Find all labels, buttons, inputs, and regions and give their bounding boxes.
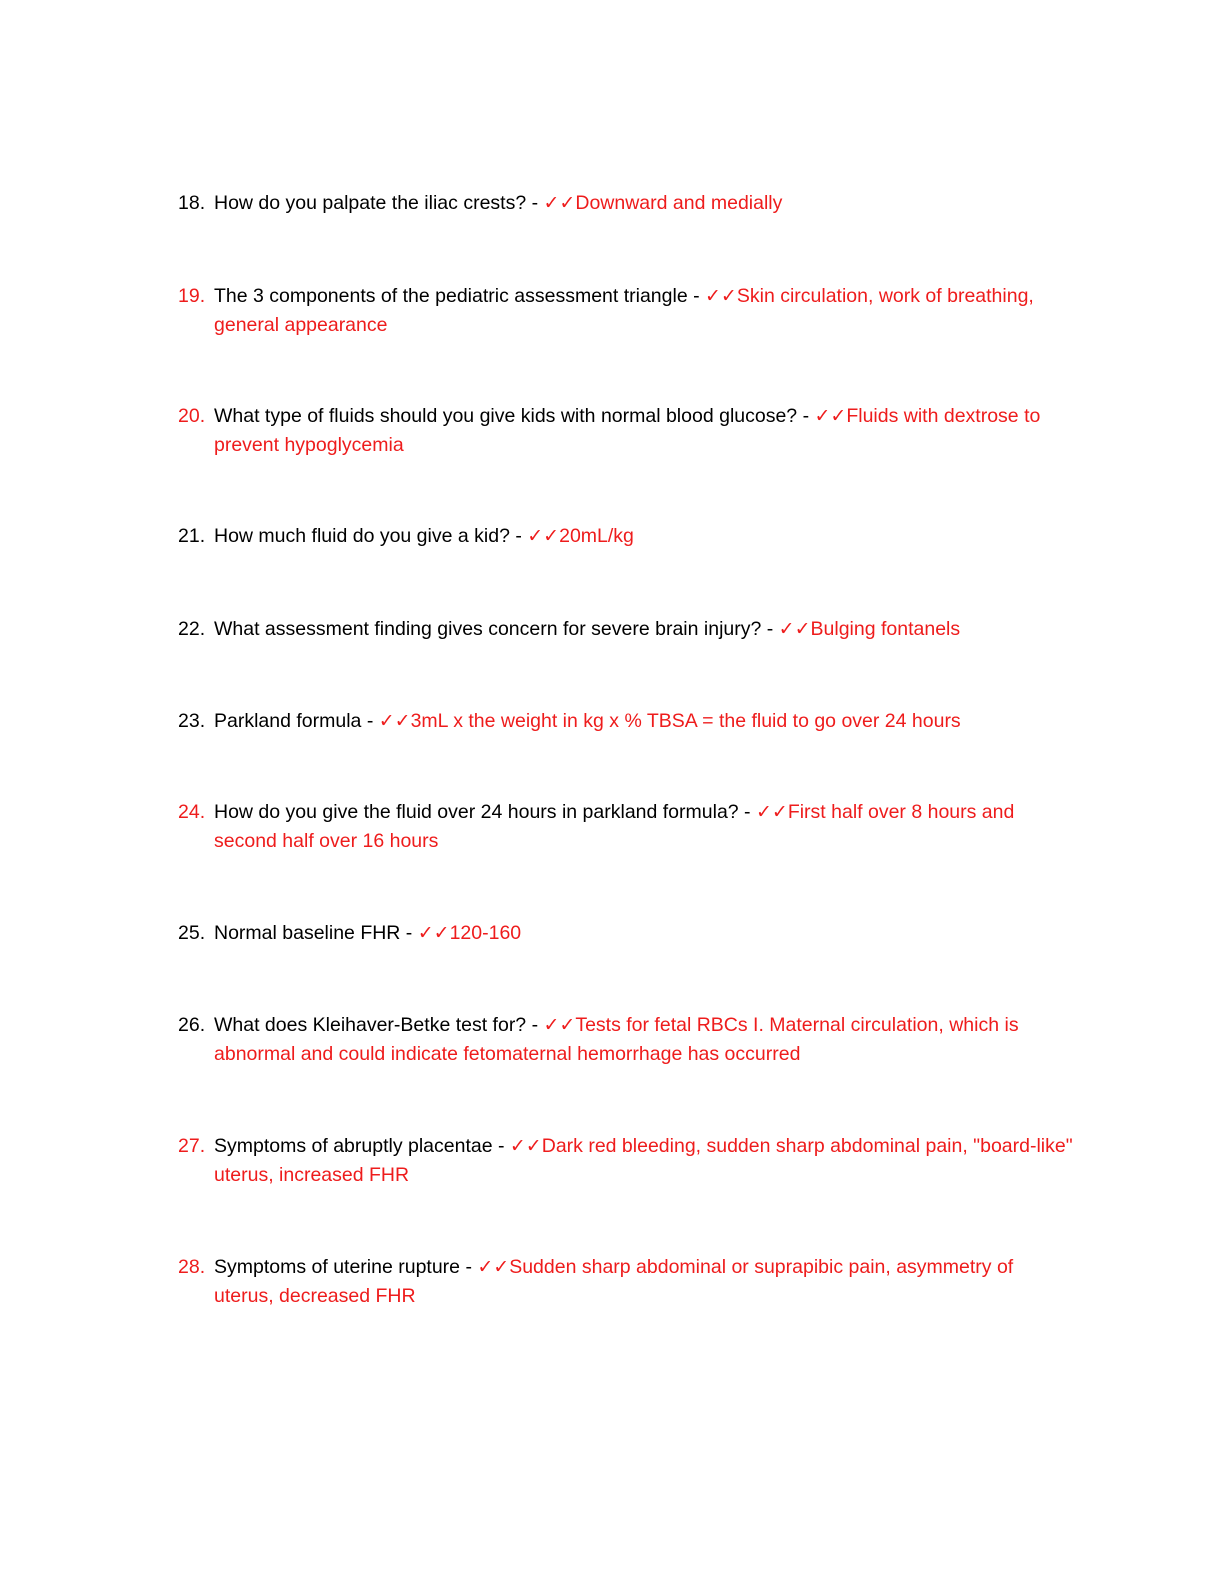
question-text: How do you give the fluid over 24 hours in parkland formula? - — [214, 801, 756, 823]
question-text: Parkland formula - — [214, 710, 379, 732]
question-text: Normal baseline FHR - — [214, 922, 418, 944]
answer-text: 120-160 — [449, 922, 522, 944]
answer-text: 20mL/kg — [559, 525, 634, 547]
answer-text: Sudden sharp abdominal or suprapibic pain, asymmetry of uterus, decreased FHR — [214, 1256, 1014, 1307]
answer-text: Downward and medially — [575, 192, 783, 214]
item-number: 20. — [178, 405, 206, 427]
qa-item-24 — [178, 798, 1078, 856]
qa-item-25 — [178, 919, 1078, 948]
qa-item-21 — [178, 522, 1078, 551]
question-text: What assessment finding gives concern for severe brain injury? - — [214, 618, 779, 640]
qa-item-22 — [178, 615, 1078, 644]
check-icon: ✓✓ — [477, 1256, 510, 1278]
answer-text: Skin circulation, work of breathing, general appearance — [214, 285, 1034, 336]
question-text: What type of fluids should you give kids with normal blood glucose? - — [214, 405, 815, 427]
answer-text: 3mL x the weight in kg x % TBSA = the fluid to go over 24 hours — [410, 710, 961, 732]
item-number: 26. — [178, 1014, 206, 1036]
answer-text: First half over 8 hours and second half over 16 hours — [214, 801, 1015, 852]
question-text: The 3 components of the pediatric assessment triangle - — [214, 285, 706, 307]
item-number: 27. — [178, 1135, 206, 1157]
qa-item-26 — [178, 1011, 1078, 1069]
item-number: 21. — [178, 525, 206, 547]
answer-text: Fluids with dextrose to prevent hypoglycemia — [214, 405, 1041, 456]
check-icon: ✓✓ — [543, 1014, 576, 1036]
answer-text: Tests for fetal RBCs I. Maternal circulation, which is abnormal and could indicate fetomaternal hemorrhage has occurred — [214, 1014, 1019, 1065]
qa-item-20 — [178, 402, 1078, 460]
check-icon: ✓✓ — [755, 801, 788, 823]
answer-text: Bulging fontanels — [810, 618, 961, 640]
check-icon: ✓✓ — [543, 192, 576, 214]
check-icon: ✓✓ — [378, 710, 411, 732]
question-text: Symptoms of uterine rupture - — [214, 1256, 478, 1278]
question-text: What does Kleihaver-Betke test for? - — [214, 1014, 544, 1036]
check-icon: ✓✓ — [527, 525, 560, 547]
item-number: 23. — [178, 710, 206, 732]
item-number: 25. — [178, 922, 206, 944]
check-icon: ✓✓ — [778, 618, 811, 640]
question-text: How do you palpate the iliac crests? - — [214, 192, 544, 214]
check-icon: ✓✓ — [814, 405, 847, 427]
item-number: 24. — [178, 801, 206, 823]
check-icon: ✓✓ — [705, 285, 737, 307]
item-number: 28. — [178, 1256, 206, 1278]
item-number: 22. — [178, 618, 206, 640]
question-text: How much fluid do you give a kid? - — [214, 525, 528, 547]
item-number: 18. — [178, 192, 206, 214]
qa-item-18 — [178, 189, 1078, 218]
answer-text: Dark red bleeding, sudden sharp abdominal pain, "board-like" uterus, increased FHR — [214, 1135, 1073, 1186]
check-icon: ✓✓ — [509, 1135, 542, 1157]
item-number: 19. — [178, 285, 206, 307]
qa-item-19 — [178, 282, 1078, 340]
qa-item-23 — [178, 707, 1078, 736]
qa-item-28 — [178, 1253, 1078, 1311]
check-icon: ✓✓ — [417, 922, 450, 944]
qa-item-27 — [178, 1132, 1078, 1190]
question-text: Symptoms of abruptly placentae - — [214, 1135, 510, 1157]
